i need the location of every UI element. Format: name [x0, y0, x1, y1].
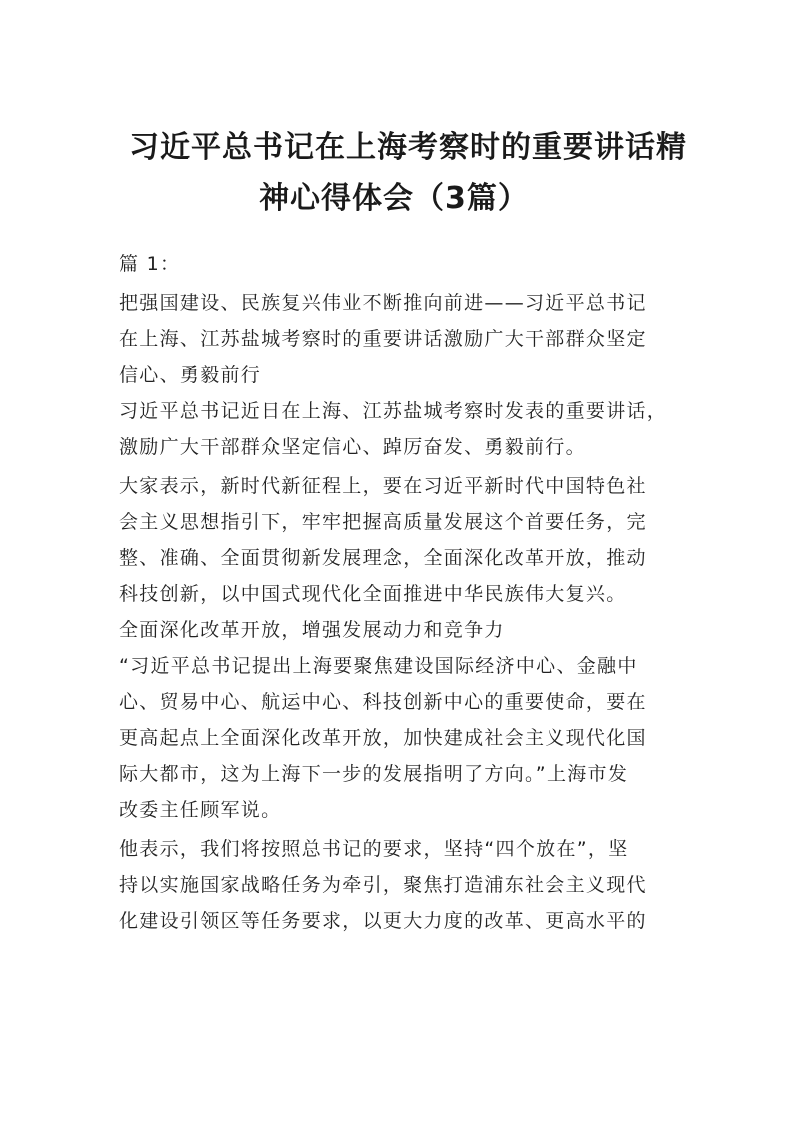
document-body	[119, 246, 679, 939]
paragraph-line: 更高起点上全面深化改革开放，加快建成社会主义现代化国	[119, 727, 647, 749]
subheading-line: 在上海、江苏盐城考察时的重要讲话激励广大干部群众坚定	[119, 328, 647, 350]
paragraph-line: 持以实施国家战略任务为牵引，聚焦打造浦东社会主义现代	[119, 874, 647, 896]
document-title-line-2: 神心得体会（3篇）	[259, 181, 529, 216]
section-heading: 全面深化改革开放，增强发展动力和竞争力	[119, 619, 505, 641]
paragraph-line: 激励广大干部群众坚定信心、踔厉奋发、勇毅前行。	[119, 436, 586, 458]
subheading-line: 信心、勇毅前行	[119, 364, 262, 386]
paragraph-line: 习近平总书记近日在上海、江苏盐城考察时发表的重要讲话，	[119, 400, 668, 422]
document-title-line-1: 习近平总书记在上海考察时的重要讲话精	[129, 130, 687, 165]
paragraph-line: 化建设引领区等任务要求，以更大力度的改革、更高水平的	[119, 910, 647, 932]
paragraph-line: 整、准确、全面贯彻新发展理念，全面深化改革开放，推动	[119, 547, 647, 569]
paragraph-line: 心、贸易中心、航运中心、科技创新中心的重要使命，要在	[119, 691, 647, 713]
paragraph-line: 会主义思想指引下，牢牢把握高质量发展这个首要任务，完	[119, 511, 647, 533]
paragraph-line: 大家表示，新时代新征程上，要在习近平新时代中国特色社	[119, 475, 647, 497]
paragraph-line: 际大都市，这为上海下一步的发展指明了方向。”上海市发	[119, 763, 629, 785]
paragraph-line: 改委主任顾军说。	[119, 799, 282, 821]
subheading-line: 把强国建设、民族复兴伟业不断推向前进——习近平总书记	[119, 292, 647, 314]
section-label: 篇 1：	[119, 253, 181, 275]
paragraph-line: “习近平总书记提出上海要聚焦建设国际经济中心、金融中	[119, 655, 638, 677]
paragraph-line: 科技创新，以中国式现代化全面推进中华民族伟大复兴。	[119, 583, 627, 605]
paragraph-line: 他表示，我们将按照总书记的要求，坚持“四个放在”，坚	[119, 838, 629, 860]
